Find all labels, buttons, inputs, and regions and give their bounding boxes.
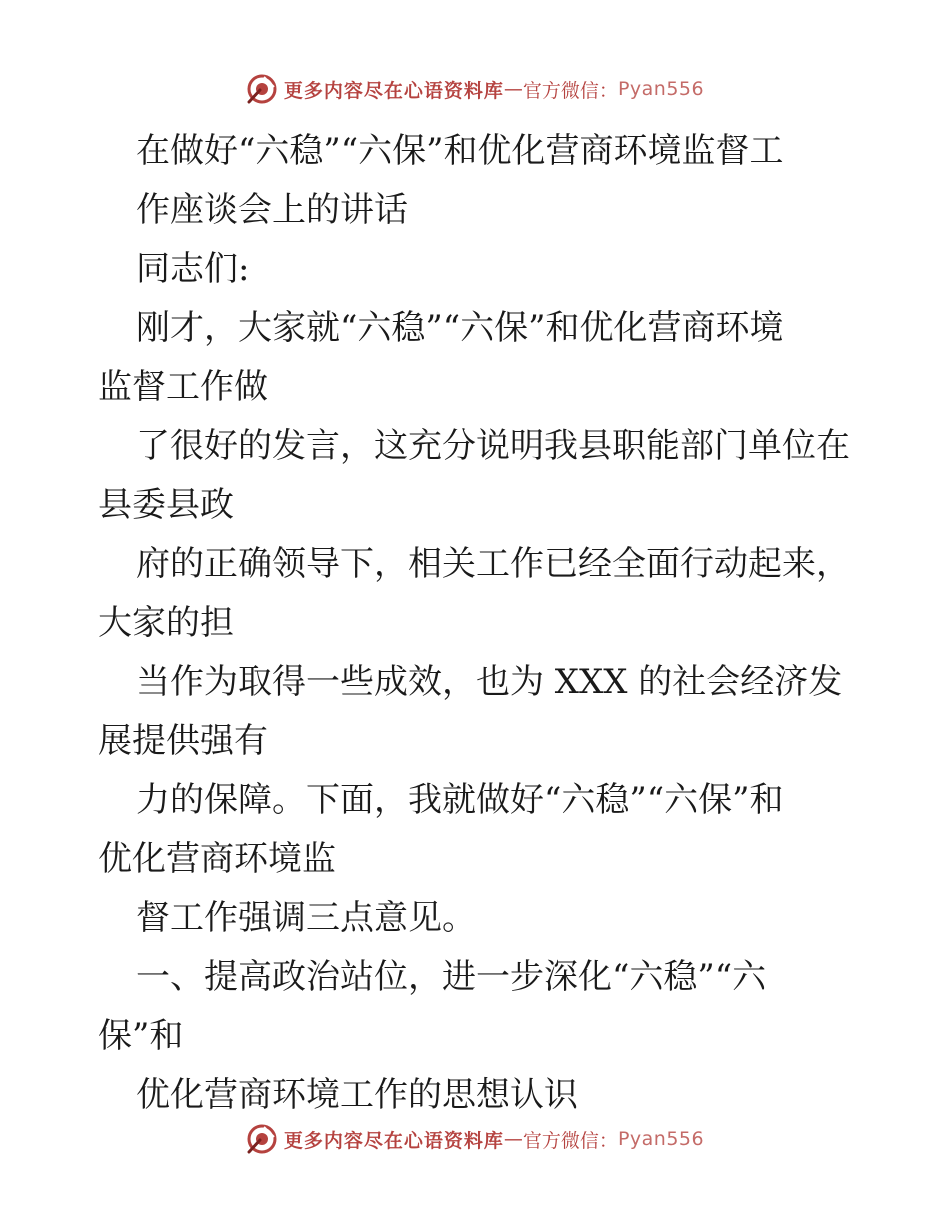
body-line: 力的保障。下面，我就做好“六稳”“六保”和 bbox=[136, 780, 784, 820]
pen-circle-logo-icon bbox=[246, 1123, 278, 1155]
salutation: 同志们: bbox=[136, 249, 250, 289]
body-line: 县委县政 bbox=[98, 485, 234, 525]
watermark-dash: — bbox=[503, 78, 523, 100]
body-line: 大家的担 bbox=[98, 603, 234, 643]
watermark-wechat-id: Pyan556 bbox=[617, 78, 705, 100]
title-line-1: 在做好“六稳”“六保”和优化营商环境监督工 bbox=[136, 131, 784, 171]
body-line: 监督工作做 bbox=[98, 367, 268, 407]
footer-watermark bbox=[0, 1122, 950, 1156]
watermark-brand-text: 更多内容尽在心语资料库 bbox=[283, 79, 504, 102]
watermark-brand-text: 更多内容尽在心语资料库 bbox=[283, 1129, 504, 1152]
watermark-wechat-id: Pyan556 bbox=[617, 1128, 705, 1150]
document-body bbox=[98, 122, 858, 1125]
header-watermark bbox=[0, 72, 950, 106]
pen-circle-logo-icon bbox=[246, 73, 278, 105]
body-line: 刚才，大家就“六稳”“六保”和优化营商环境 bbox=[136, 308, 784, 348]
body-line: 了很好的发言，这充分说明我县职能部门单位在 bbox=[136, 426, 850, 466]
section-heading-line: 优化营商环境工作的思想认识 bbox=[136, 1075, 578, 1115]
body-line: 优化营商环境监 bbox=[98, 839, 336, 879]
body-line: 督工作强调三点意见。 bbox=[136, 898, 476, 938]
watermark-wechat-label: 官方微信： bbox=[522, 1129, 618, 1152]
watermark-wechat-label: 官方微信： bbox=[522, 79, 618, 102]
title-line-2: 作座谈会上的讲话 bbox=[136, 190, 408, 230]
section-heading-line: 一、提高政治站位，进一步深化“六稳”“六 bbox=[136, 957, 767, 997]
body-line: 当作为取得一些成效，也为 XXX 的社会经济发 bbox=[136, 662, 843, 702]
body-line: 府的正确领导下，相关工作已经全面行动起来， bbox=[136, 544, 850, 584]
watermark-dash: — bbox=[503, 1128, 523, 1150]
section-heading-line: 保”和 bbox=[98, 1016, 184, 1056]
body-line: 展提供强有 bbox=[98, 721, 268, 761]
